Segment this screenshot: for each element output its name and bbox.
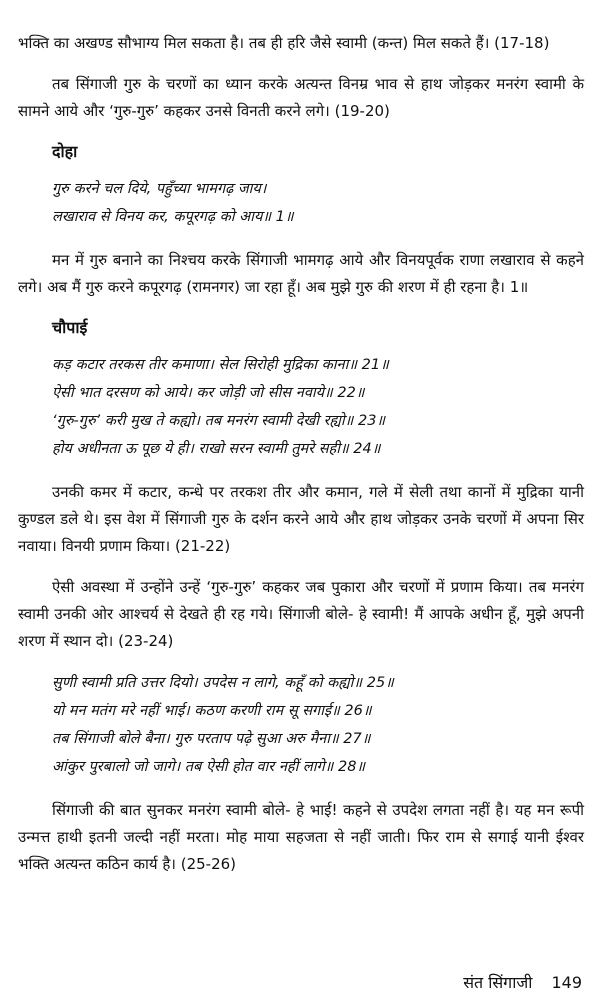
paragraph-6: सिंगाजी की बात सुनकर मनरंग स्वामी बोले- हे भाई! कहने से उपदेश लगता नहीं है। यह मन रूपी उन्मत्त हाथी इतनी जल्दी नहीं मरता। मोह माया सहजता से नहीं जाती। फिर राम से सगाई यानी ईश्वर भक्ति अत्यन्त कठिन कार्य है। (25-26) xyxy=(18,801,584,873)
page-body xyxy=(18,30,584,892)
paragraph-4: उनकी कमर में कटार, कन्धे पर तरकश तीर और कमान, गले में सेली तथा कानों में मुद्रिका यानी कुण्डल डले थे। इस वेश में सिंगाजी गुरु के दर्शन करने आये और हाथ जोड़कर उनके चरणों में अपना सिर नवाया। विनयी प्रणाम किया। (21-22) xyxy=(18,483,584,555)
chaupai-verse-1 xyxy=(52,351,584,463)
doha-heading: दोहा xyxy=(52,142,78,161)
paragraph-5: ऐसी अवस्था में उन्होंने उन्हें ‘गुरु-गुरु’ कहकर जब पुकारा और चरणों में प्रणाम किया। तब मनरंग स्वामी उनकी ओर आश्चर्य से देखते ही रह गये। सिंगाजी बोले- हे स्वामी! मैं आपके अधीन हूँ, मुझे अपनी शरण में स्थान दो। (23-24) xyxy=(18,578,584,650)
page-footer xyxy=(463,972,582,994)
running-title: संत सिंगाजी xyxy=(463,973,533,992)
chaupai-verse-2 xyxy=(52,669,584,781)
verse-line: लखाराव से विनय कर, कपूरगढ़ को आय॥ 1॥ xyxy=(52,209,294,225)
doha-verse xyxy=(52,175,584,231)
paragraph-1: भक्ति का अखण्ड सौभाग्य मिल सकता है। तब ही हरि जैसे स्वामी (कन्त) मिल सकते हैं। (17-18) xyxy=(18,34,550,52)
paragraph-2: तब सिंगाजी गुरु के चरणों का ध्यान करके अत्यन्त विनम्र भाव से हाथ जोड़कर मनरंग स्वामी के सामने आये और ‘गुरु-गुरु’ कहकर उनसे विनती करने लगे। (19-20) xyxy=(18,75,584,120)
verse-line: सुणी स्वामी प्रति उत्तर दियो। उपदेस न लागे, कहूँ को कह्यो॥ 25॥ xyxy=(52,675,394,691)
verse-line: तब सिंगाजी बोले बैना। गुरु परताप पढ़े सुआ अरु मैना॥ 27॥ xyxy=(52,731,371,747)
paragraph-3: मन में गुरु बनाने का निश्चय करके सिंगाजी भामगढ़ आये और विनयपूर्वक राणा लखाराव से कहने लगे। अब मैं गुरु करने कपूरगढ़ (रामनगर) जा रहा हूँ। अब मुझे गुरु की शरण में ही रहना है। 1॥ xyxy=(18,251,584,296)
verse-line: यो मन मतंग मरे नहीं भाई। कठण करणी राम सू सगाई॥ 26॥ xyxy=(52,703,372,719)
verse-line: होय अधीनता ऊ पूछ ये ही। राखो सरन स्वामी तुमरे सही॥ 24॥ xyxy=(52,441,381,457)
chaupai-heading: चौपाई xyxy=(52,318,88,337)
verse-line: आंकुर पुरबालो जो जागे। तब ऐसी होत वार नहीं लागे॥ 28॥ xyxy=(52,759,366,775)
page-number: 149 xyxy=(551,973,582,992)
verse-line: कड़ कटार तरकस तीर कमाणा। सेल सिरोही मुद्रिका काना॥ 21॥ xyxy=(52,357,389,373)
verse-line: ‘गुरु-गुरु’ करी मुख ते कह्यो। तब मनरंग स्वामी देखी रह्यो॥ 23॥ xyxy=(52,413,386,429)
verse-line: गुरु करने चल दिये, पहुँच्या भामगढ़ जाय। xyxy=(52,181,267,197)
verse-line: ऐसी भात दरसण को आये। कर जोड़ी जो सीस नवाये॥ 22॥ xyxy=(52,385,365,401)
